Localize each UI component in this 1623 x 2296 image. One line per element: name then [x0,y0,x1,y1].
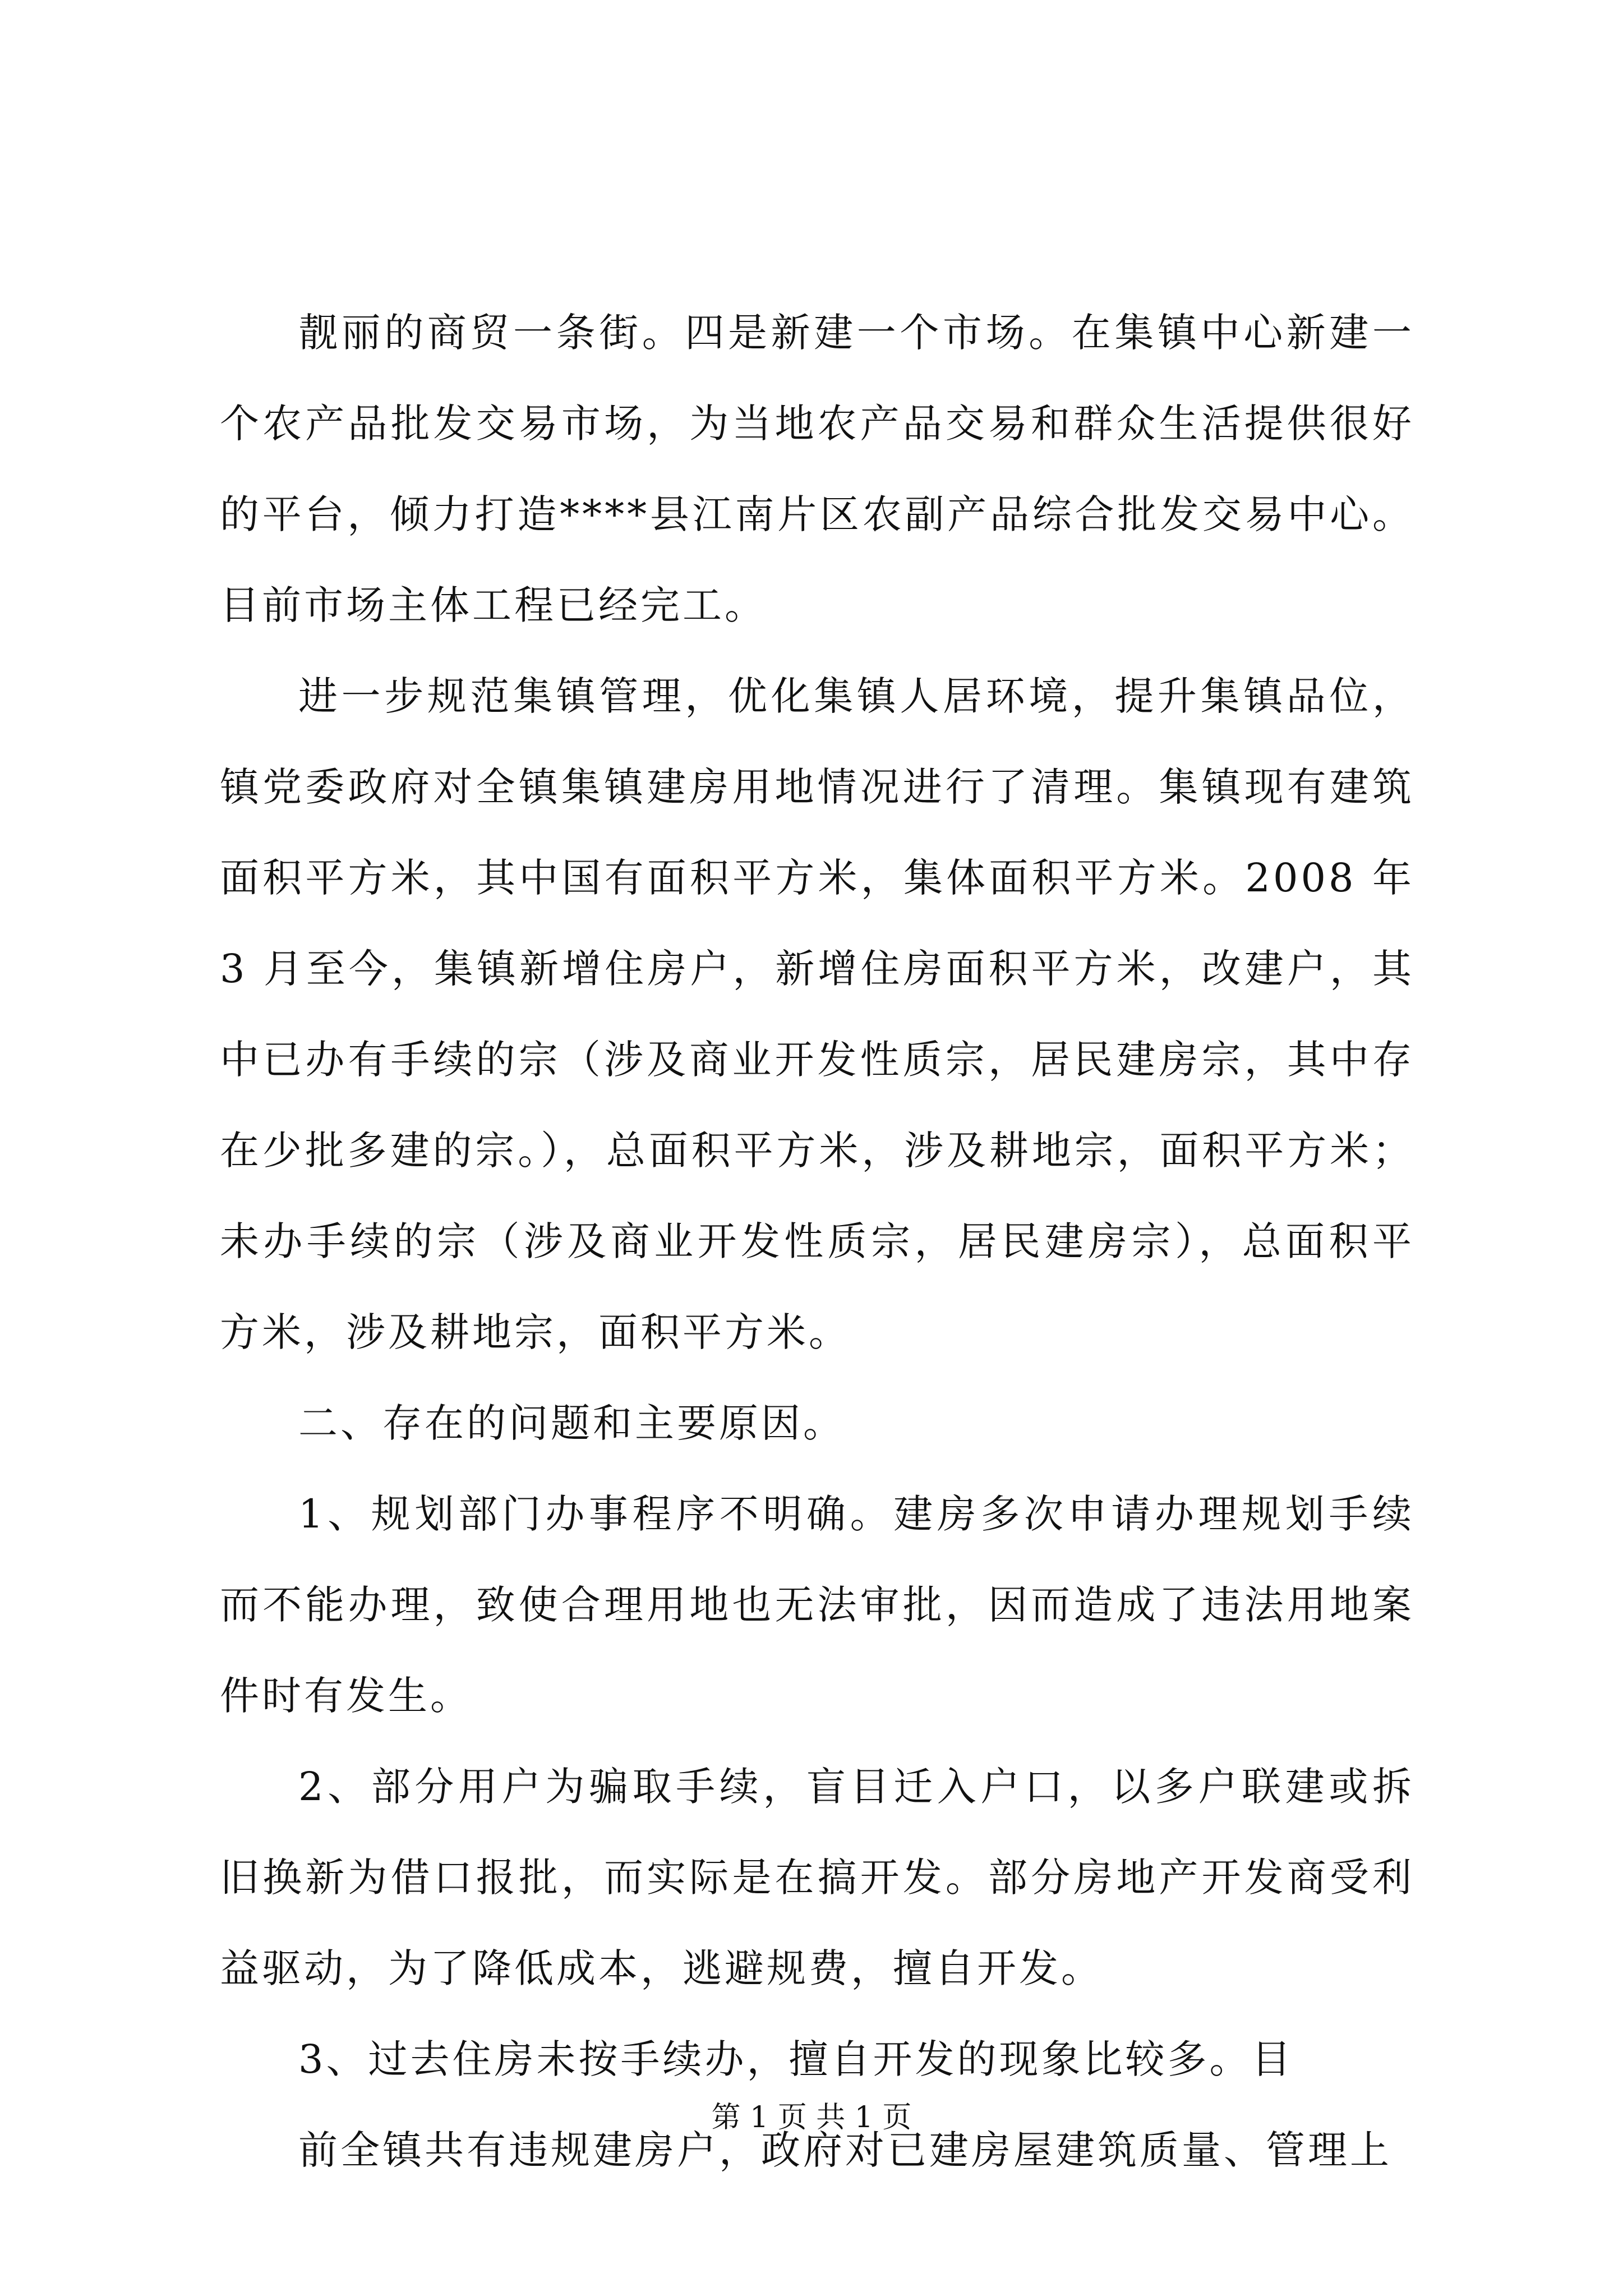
paragraph-problem-1: 1、规划部门办事程序不明确。建房多次申请办理规划手续而不能办理，致使合理用地也无法审批，因而造成了违法用地案件时有发生。 [220,1491,1414,1719]
paragraph-continuation: 前全镇共有违规建房户，政府对已建房屋建筑质量、管理上 [298,2127,1392,2173]
paragraph-problem-3: 3、过去住房未按手续办，擅自开发的现象比较多。目 [298,2036,1294,2082]
section-heading-problems: 二、存在的问题和主要原因。 [298,1400,845,1446]
paragraph-problem-2: 2、部分用户为骗取手续，盲目迁入户口，以多户联建或拆旧换新为借口报批，而实际是在搞开发。部分房地产开发商受利益驱动，为了降低成本，逃避规费，擅自开发。 [220,1764,1414,1991]
page-footer: 第 1 页 共 1 页 [711,2101,912,2134]
paragraph-market: 靓丽的商贸一条街。四是新建一个市场。在集镇中心新建一个农产品批发交易市场，为当地农产品交易和群众生活提供很好的平台，倾力打造****县江南片区农副产品综合批发交易中心。目前市场主体工程已经完工。 [220,310,1414,628]
paragraph-town-land-cleanup: 进一步规范集镇管理，优化集镇人居环境，提升集镇品位，镇党委政府对全镇集镇建房用地情况进行了清理。集镇现有建筑面积平方米，其中国有面积平方米，集体面积平方米。2008 年 3 月至今，集镇新增住房户，新增住房面积平方米，改建户，其中已办有手续的宗（涉及商业开发性质宗，居民建房宗，其中存在少批多建的宗。），总面积平方米，涉及耕地宗，面积平方米；未办手续的宗（涉及商业开发性质宗，居民建房宗），总面积平方米，涉及耕地宗，面积平方米。 [220,673,1414,1355]
document-body [220,287,1414,2196]
